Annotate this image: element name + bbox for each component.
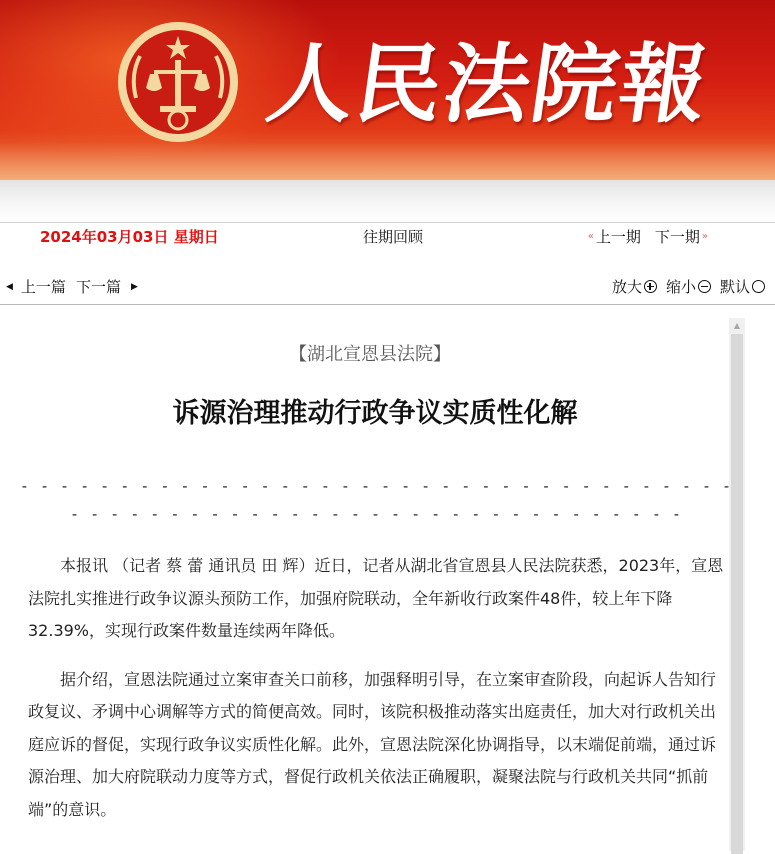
double-left-arrow-icon: «	[587, 231, 594, 242]
zoom-in-button[interactable]	[612, 276, 657, 297]
masthead-divider	[0, 180, 775, 223]
article-paragraph: 据介绍，宣恩法院通过立案审查关口前移，加强释明引导，在立案审查阶段，向起诉人告知行政复议、矛调中心调解等方式的简便高效。同时，该院积极推动落实出庭责任，加大对行政机关出庭应诉的督促，实现行政争议实质性化解。此外，宣恩法院深化协调指导，以末端促前端，通过诉源治理、加大府院联动力度等方式，督促行政机关依法正确履职，凝聚法院与行政机关共同“抓前端”的意识。	[28, 669, 717, 819]
newspaper-title: 人民法院報	[260, 34, 716, 135]
triangle-right-icon: ▶	[130, 281, 138, 292]
court-emblem-icon	[116, 20, 240, 144]
triangle-left-icon: ◀	[6, 281, 13, 292]
zoom-controls	[603, 276, 765, 297]
scroll-up-arrow-icon[interactable]: ▲	[733, 320, 741, 330]
archive-link[interactable]: 往期回顾	[363, 228, 424, 246]
zoom-default-button[interactable]	[720, 276, 765, 297]
article-toolbar	[0, 270, 775, 305]
issue-date: 2024年03月03日 星期日	[40, 228, 219, 246]
prev-issue-link[interactable]: 上一期	[595, 228, 641, 246]
minus-circle-icon	[698, 280, 711, 293]
article-headline: 诉源治理推动行政争议实质性化解	[172, 398, 578, 429]
article-navigation	[6, 276, 138, 297]
article-body	[28, 550, 726, 842]
double-right-arrow-icon: »	[701, 231, 708, 242]
zoom-out-button[interactable]	[666, 276, 711, 297]
next-article-link[interactable]: 下一篇	[75, 278, 121, 296]
prev-article-link[interactable]: 上一篇	[20, 278, 66, 296]
zoom-out-label: 缩小	[665, 278, 696, 296]
issue-navigation	[588, 226, 708, 247]
next-issue-link[interactable]: 下一期	[654, 228, 700, 246]
circle-icon	[752, 280, 765, 293]
masthead-banner	[0, 0, 775, 180]
article-paragraph: 本报讯 （记者 蔡 蕾 通讯员 田 辉）近日，记者从湖北省宣恩县人民法院获悉，2023年，宣恩法院扎实推进行政争议源头预防工作，加强府院联动，全年新收行政案件48件，较上年下降32.39%，实现行政案件数量连续两年降低。	[28, 556, 724, 640]
zoom-default-label: 默认	[719, 278, 750, 296]
zoom-in-label: 放大	[611, 278, 642, 296]
plus-circle-icon	[644, 280, 657, 293]
dashed-separator: - - - - - - - - - - - - - - - - - - - - - - - - - - - - - - - - - - - - - - - - - - - - - - - - - - - - - - - - - - - - - - - - - - -	[19, 477, 733, 523]
article-source: 【湖北宣恩县法院】	[289, 344, 451, 365]
